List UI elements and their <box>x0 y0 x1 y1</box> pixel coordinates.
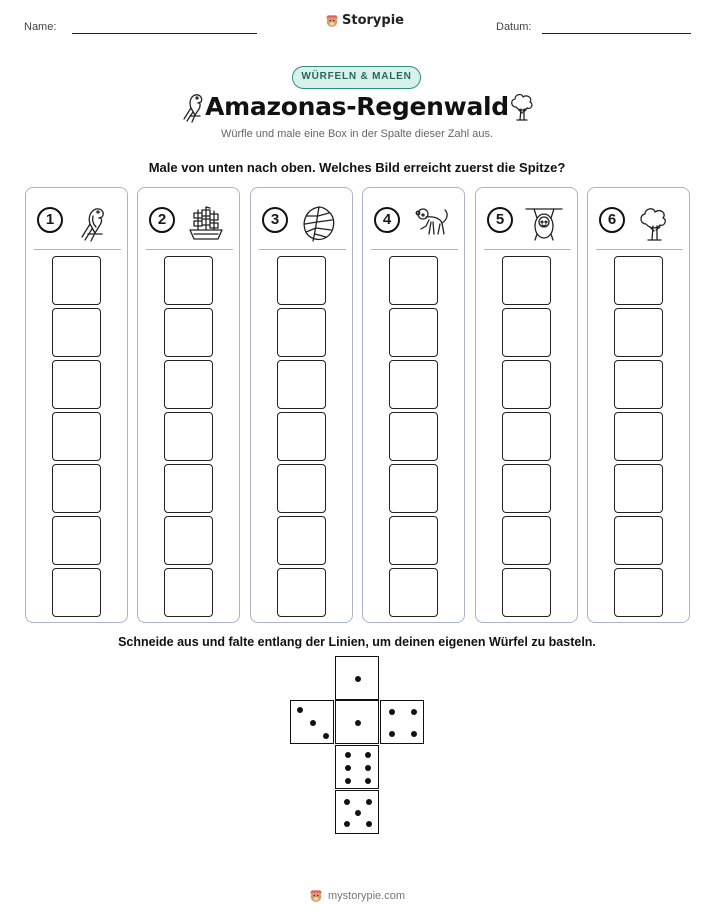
color-box[interactable] <box>164 516 213 565</box>
color-box[interactable] <box>502 568 551 617</box>
color-box[interactable] <box>277 516 326 565</box>
column-number: 3 <box>262 207 288 233</box>
tree-icon <box>636 204 676 244</box>
color-box[interactable] <box>277 360 326 409</box>
color-box[interactable] <box>164 412 213 461</box>
die-pip <box>310 720 316 726</box>
color-box[interactable] <box>502 308 551 357</box>
brand-name: Storypie <box>342 13 404 28</box>
column-6 <box>587 187 690 623</box>
color-box[interactable] <box>52 568 101 617</box>
color-box[interactable] <box>164 308 213 357</box>
column-2 <box>137 187 240 623</box>
color-box[interactable] <box>52 464 101 513</box>
die-pip <box>344 821 350 827</box>
tree-icon <box>508 91 536 123</box>
column-header <box>146 204 232 238</box>
footer-url[interactable]: mystorypie.com <box>327 890 406 902</box>
color-box[interactable] <box>389 464 438 513</box>
parrot-icon <box>74 204 114 244</box>
instruction-bottom: Schneide aus und falte entlang der Linien, um deinen eigenen Würfel zu basteln. <box>118 635 596 649</box>
color-box[interactable] <box>502 516 551 565</box>
color-box[interactable] <box>52 412 101 461</box>
color-box[interactable] <box>614 568 663 617</box>
column-number: 5 <box>487 207 513 233</box>
date-label: Datum: <box>496 21 532 33</box>
color-box[interactable] <box>52 360 101 409</box>
die-face-right <box>380 700 424 744</box>
color-box[interactable] <box>277 464 326 513</box>
die-pip <box>355 676 361 682</box>
color-box[interactable] <box>52 516 101 565</box>
color-box[interactable] <box>389 256 438 305</box>
die-pip <box>366 799 372 805</box>
monkey-icon <box>411 204 451 244</box>
die-pip <box>389 709 395 715</box>
die-pip <box>345 765 351 771</box>
die-pip <box>366 821 372 827</box>
name-label: Name: <box>24 21 57 33</box>
die-pip <box>365 778 371 784</box>
die-face-lower <box>335 745 379 789</box>
color-box[interactable] <box>52 308 101 357</box>
column-number: 6 <box>599 207 625 233</box>
column-header <box>34 204 120 238</box>
subtitle: Würfle und male eine Box in der Spalte dieser Zahl aus. <box>220 128 494 140</box>
color-box[interactable] <box>277 412 326 461</box>
color-box[interactable] <box>502 464 551 513</box>
color-box[interactable] <box>389 412 438 461</box>
die-face-left <box>290 700 334 744</box>
color-box[interactable] <box>614 256 663 305</box>
die-pip <box>411 731 417 737</box>
color-box[interactable] <box>389 360 438 409</box>
sloth-icon <box>524 204 564 244</box>
die-pip <box>355 810 361 816</box>
color-box[interactable] <box>502 360 551 409</box>
die-pip <box>297 707 303 713</box>
monstera-leaf-icon <box>299 204 339 244</box>
column-number: 4 <box>374 207 400 233</box>
color-box[interactable] <box>389 308 438 357</box>
color-box[interactable] <box>389 516 438 565</box>
die-pip <box>365 752 371 758</box>
color-box[interactable] <box>614 308 663 357</box>
date-line[interactable] <box>542 33 691 34</box>
color-box[interactable] <box>614 516 663 565</box>
die-pip <box>355 720 361 726</box>
color-box[interactable] <box>164 360 213 409</box>
page-title: Amazonas-Regenwald <box>205 92 509 121</box>
bear-mascot-icon <box>325 14 339 28</box>
color-box[interactable] <box>164 568 213 617</box>
column-divider <box>596 249 683 250</box>
column-4 <box>362 187 465 623</box>
column-3 <box>250 187 353 623</box>
color-box[interactable] <box>614 464 663 513</box>
column-number: 2 <box>149 207 175 233</box>
color-box[interactable] <box>502 412 551 461</box>
die-pip <box>323 733 329 739</box>
color-box[interactable] <box>164 256 213 305</box>
category-badge: WÜRFELN & MALEN <box>292 66 421 89</box>
ship-icon <box>186 204 226 244</box>
color-box[interactable] <box>52 256 101 305</box>
color-box[interactable] <box>614 360 663 409</box>
column-divider <box>371 249 458 250</box>
column-number: 1 <box>37 207 63 233</box>
column-divider <box>34 249 121 250</box>
column-header <box>596 204 682 238</box>
die-pip <box>345 752 351 758</box>
instruction-top: Male von unten nach oben. Welches Bild erreicht zuerst die Spitze? <box>148 160 566 175</box>
column-1 <box>25 187 128 623</box>
color-box[interactable] <box>277 256 326 305</box>
die-pip <box>344 799 350 805</box>
die-face-bottom <box>335 790 379 834</box>
column-divider <box>259 249 346 250</box>
color-box[interactable] <box>277 308 326 357</box>
die-pip <box>345 778 351 784</box>
column-header <box>259 204 345 238</box>
column-5 <box>475 187 578 623</box>
column-header <box>484 204 570 238</box>
color-box[interactable] <box>614 412 663 461</box>
column-divider <box>484 249 571 250</box>
color-box[interactable] <box>277 568 326 617</box>
die-pip <box>365 765 371 771</box>
color-box[interactable] <box>502 256 551 305</box>
die-face-center <box>335 700 379 744</box>
name-line[interactable] <box>72 33 257 34</box>
color-box[interactable] <box>164 464 213 513</box>
bear-mascot-icon <box>309 889 323 903</box>
column-divider <box>146 249 233 250</box>
color-box[interactable] <box>389 568 438 617</box>
footer <box>0 889 714 903</box>
die-face-top <box>335 656 379 700</box>
brand-logo <box>325 13 404 28</box>
die-pip <box>411 709 417 715</box>
die-pip <box>389 731 395 737</box>
column-header <box>371 204 457 238</box>
